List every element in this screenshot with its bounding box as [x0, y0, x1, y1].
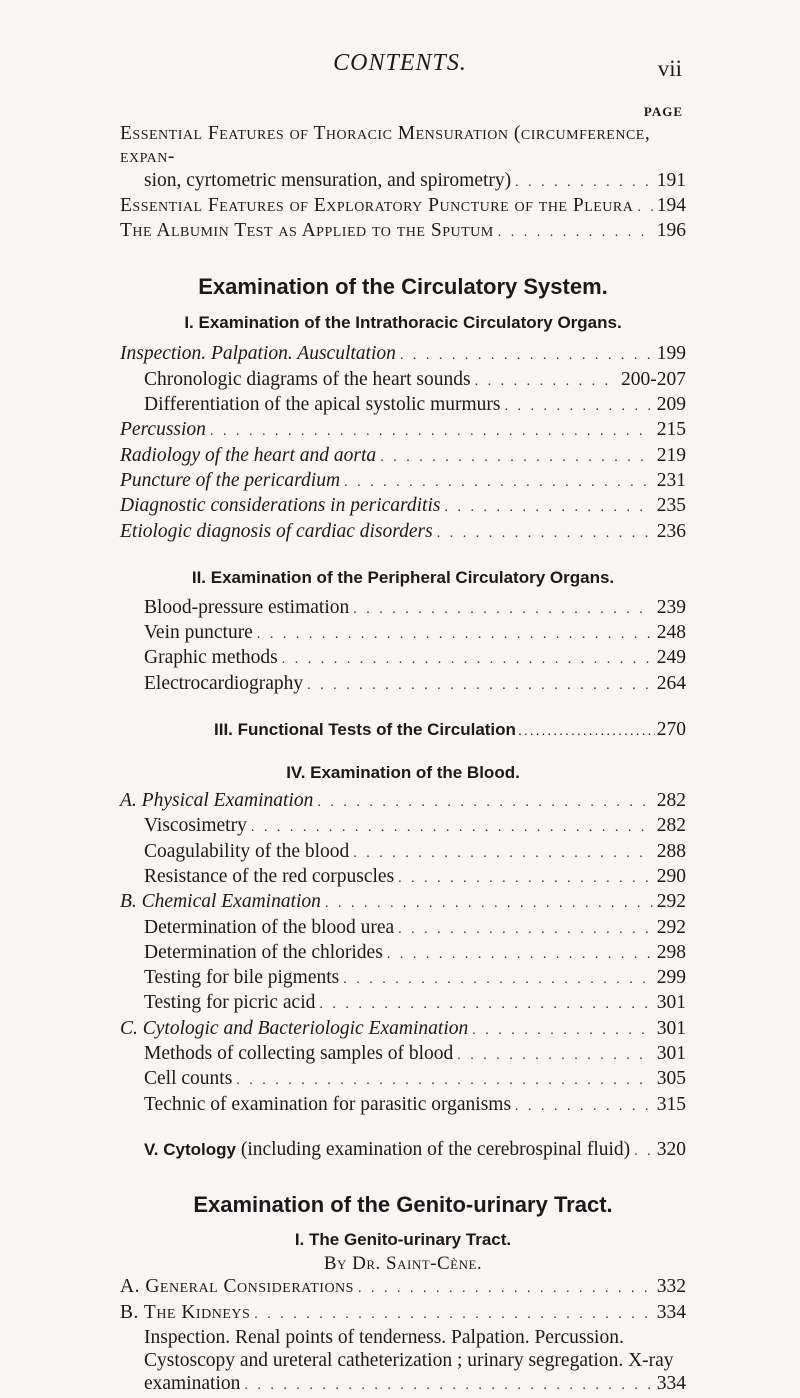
toc-entry — [120, 444, 686, 469]
toc-entry — [120, 596, 686, 621]
toc-entry-thoracic-l1: Essential Features of Thoracic Mensuration (circumference, expan- — [120, 123, 651, 168]
entry-page: 301 — [656, 1017, 686, 1039]
leader-dots — [505, 395, 653, 418]
entry-page: 215 — [656, 419, 686, 441]
entry-label: Differentiation of the apical systolic murmurs — [144, 394, 501, 416]
toc-entry — [120, 865, 686, 890]
leader-dots — [475, 370, 617, 393]
leader-dots — [437, 522, 653, 545]
entry-page: 239 — [656, 596, 686, 618]
leader-dots — [251, 816, 653, 839]
entry-page: 290 — [656, 865, 686, 887]
leader-dots — [353, 842, 652, 865]
toc-entry — [120, 1275, 686, 1300]
entry-label: Determination of the chlorides — [144, 941, 383, 963]
entry-page: 334 — [656, 1373, 686, 1395]
leader-dots — [319, 993, 652, 1016]
toc-entry — [120, 890, 686, 915]
entry-page: 219 — [656, 444, 686, 466]
toc-entry — [120, 1067, 686, 1092]
entry-label-rest: (including examination of the cerebrospinal fluid) — [240, 1138, 631, 1160]
entry-label: Blood-pressure estimation — [144, 596, 350, 618]
leader-dots — [282, 648, 653, 671]
leader-dots — [518, 722, 655, 738]
leader-dots — [398, 867, 653, 890]
toc-entry — [120, 916, 686, 941]
entry-page: 194 — [656, 194, 686, 216]
entry-page: 305 — [656, 1068, 686, 1090]
toc-entry — [120, 1042, 686, 1067]
entry-page: 320 — [656, 1138, 686, 1160]
toc-entry — [120, 814, 686, 839]
entry-label: Graphic methods — [144, 647, 278, 669]
entry-page: 315 — [656, 1093, 686, 1115]
entry-label: Viscosimetry — [144, 815, 247, 837]
entry-page: 249 — [656, 647, 686, 669]
kidney-detail-l1: Inspection. Renal points of tenderness. Palpation. Percussion. — [144, 1326, 624, 1348]
toc-entry — [120, 672, 686, 697]
entry-label: The Albumin Test as Applied to the Sputum — [120, 220, 494, 242]
entry-label: Technic of examination for parasitic organisms — [144, 1093, 512, 1115]
leader-dots — [498, 221, 653, 244]
toc-entry-cytology — [120, 1138, 686, 1163]
entry-page: 332 — [656, 1276, 686, 1298]
leader-dots — [344, 471, 653, 494]
toc-entry — [120, 1372, 686, 1397]
entry-page: 282 — [656, 815, 686, 837]
entry-label: Determination of the blood urea — [144, 916, 395, 938]
entry-page: 236 — [656, 520, 686, 542]
entry-label: Testing for bile pigments — [144, 967, 340, 989]
toc-entry — [120, 1017, 686, 1042]
heading-circulatory: Examination of the Circulatory System. — [198, 274, 608, 300]
entry-page: 298 — [656, 941, 686, 963]
leader-dots — [353, 598, 652, 621]
toc-entry — [120, 991, 686, 1016]
toc-entry — [120, 469, 686, 494]
heading-genito-urinary: Examination of the Genito-urinary Tract. — [193, 1192, 613, 1218]
leader-dots — [400, 344, 653, 367]
toc-entry — [120, 1301, 686, 1326]
entry-label: Radiology of the heart and aorta — [120, 444, 377, 466]
leader-dots — [472, 1019, 653, 1042]
entry-label: Etiologic diagnosis of cardiac disorders — [120, 520, 433, 542]
leader-dots — [637, 196, 652, 219]
leader-dots — [210, 420, 653, 443]
heading-functional-tests — [120, 719, 686, 741]
entry-page: 282 — [656, 790, 686, 812]
toc-entry — [120, 966, 686, 991]
leader-dots — [380, 446, 653, 469]
entry-label: Diagnostic considerations in pericarditis — [120, 495, 441, 517]
entry-label: C. Cytologic and Bacteriologic Examination — [120, 1017, 469, 1039]
leader-dots — [634, 1140, 653, 1163]
leader-dots — [515, 1095, 653, 1118]
entry-page: 196 — [656, 220, 686, 242]
entry-page: 301 — [656, 992, 686, 1014]
entry-label: Vein puncture — [144, 622, 253, 644]
entry-label — [144, 1138, 630, 1161]
leader-dots — [307, 674, 653, 697]
toc-entry-pleura — [120, 194, 686, 219]
toc-entry — [120, 368, 686, 393]
toc-entry — [120, 393, 686, 418]
entry-label: Chronologic diagrams of the heart sounds — [144, 368, 471, 390]
entry-page: 334 — [656, 1301, 686, 1323]
entry-label-bold: V. Cytology — [144, 1139, 236, 1159]
entry-page: 235 — [656, 495, 686, 517]
toc-entry — [120, 520, 686, 545]
entry-page: 199 — [656, 343, 686, 365]
entry-label: A. Physical Examination — [120, 790, 314, 812]
leader-dots — [387, 943, 653, 966]
heading-peripheral: II. Examination of the Peripheral Circulatory Organs. — [191, 567, 615, 587]
entry-page: 209 — [656, 394, 686, 416]
entry-page: 191 — [656, 169, 686, 191]
leader-dots — [257, 623, 653, 646]
toc-entry — [120, 621, 686, 646]
toc-body — [120, 122, 686, 1398]
toc-entry — [120, 342, 686, 367]
entry-page: 200-207 — [621, 368, 686, 390]
leader-dots — [236, 1069, 652, 1092]
toc-entry — [120, 494, 686, 519]
entry-page: 288 — [656, 840, 686, 862]
toc-entry — [120, 646, 686, 671]
leader-dots — [444, 496, 652, 519]
toc-entry — [120, 1093, 686, 1118]
toc-entry — [120, 789, 686, 814]
entry-label: Inspection. Palpation. Auscultation — [120, 343, 396, 365]
entry-page: 231 — [656, 469, 686, 491]
entry-label: A. General Considerations — [120, 1276, 354, 1298]
author-byline: By Dr. Saint-Cène. — [323, 1253, 483, 1275]
entry-page: 264 — [656, 672, 686, 694]
entry-label: Puncture of the pericardium — [120, 469, 341, 491]
entry-page: 299 — [656, 967, 686, 989]
heading-blood: IV. Examination of the Blood. — [286, 763, 520, 783]
page-header — [0, 50, 800, 84]
entry-label: Resistance of the red corpuscles — [144, 865, 395, 887]
leader-dots — [358, 1277, 653, 1300]
entry-label: Electrocardiography — [144, 672, 304, 694]
entry-page: 248 — [656, 622, 686, 644]
heading-genito-urinary-tract: I. The Genito-urinary Tract. — [294, 1230, 512, 1250]
entry-page: 292 — [656, 891, 686, 913]
entry-page: 292 — [656, 916, 686, 938]
entry-label: Essential Features of Exploratory Puncture of the Pleura — [120, 194, 634, 216]
leader-dots — [457, 1044, 653, 1067]
heading-label: III. Functional Tests of the Circulation — [214, 720, 516, 740]
toc-entry — [120, 941, 686, 966]
running-title: CONTENTS. — [333, 50, 467, 76]
entry-label: Testing for picric acid — [144, 992, 316, 1014]
leader-dots — [244, 1374, 652, 1397]
toc-entry-albumin — [120, 219, 686, 244]
leader-dots — [254, 1303, 652, 1326]
toc-entry — [120, 840, 686, 865]
entry-label: Percussion — [120, 419, 206, 441]
entry-page: 301 — [656, 1043, 686, 1065]
page-number: vii — [657, 56, 682, 81]
toc-entry — [120, 418, 686, 443]
page-column-label: PAGE — [643, 104, 683, 119]
entry-label: Coagulability of the blood — [144, 840, 350, 862]
entry-label: examination — [144, 1373, 241, 1395]
leader-dots — [325, 892, 653, 915]
leader-dots — [515, 171, 653, 194]
entry-page: 270 — [656, 719, 686, 741]
heading-intrathoracic: I. Examination of the Intrathoracic Circulatory Organs. — [184, 313, 622, 333]
leader-dots — [317, 791, 652, 814]
entry-label: B. The Kidneys — [120, 1301, 251, 1323]
leader-dots — [343, 968, 653, 991]
entry-label: sion, cyrtometric mensuration, and spirometry) — [144, 169, 512, 191]
leader-dots — [398, 918, 653, 941]
toc-entry-thoracic-l2 — [120, 169, 686, 194]
entry-label: Cell counts — [144, 1068, 233, 1090]
entry-label: B. Chemical Examination — [120, 891, 321, 913]
entry-label: Methods of collecting samples of blood — [144, 1043, 454, 1065]
kidney-detail-l2: Cystoscopy and ureteral catheterization ; urinary segregation. X-ray — [144, 1350, 674, 1372]
